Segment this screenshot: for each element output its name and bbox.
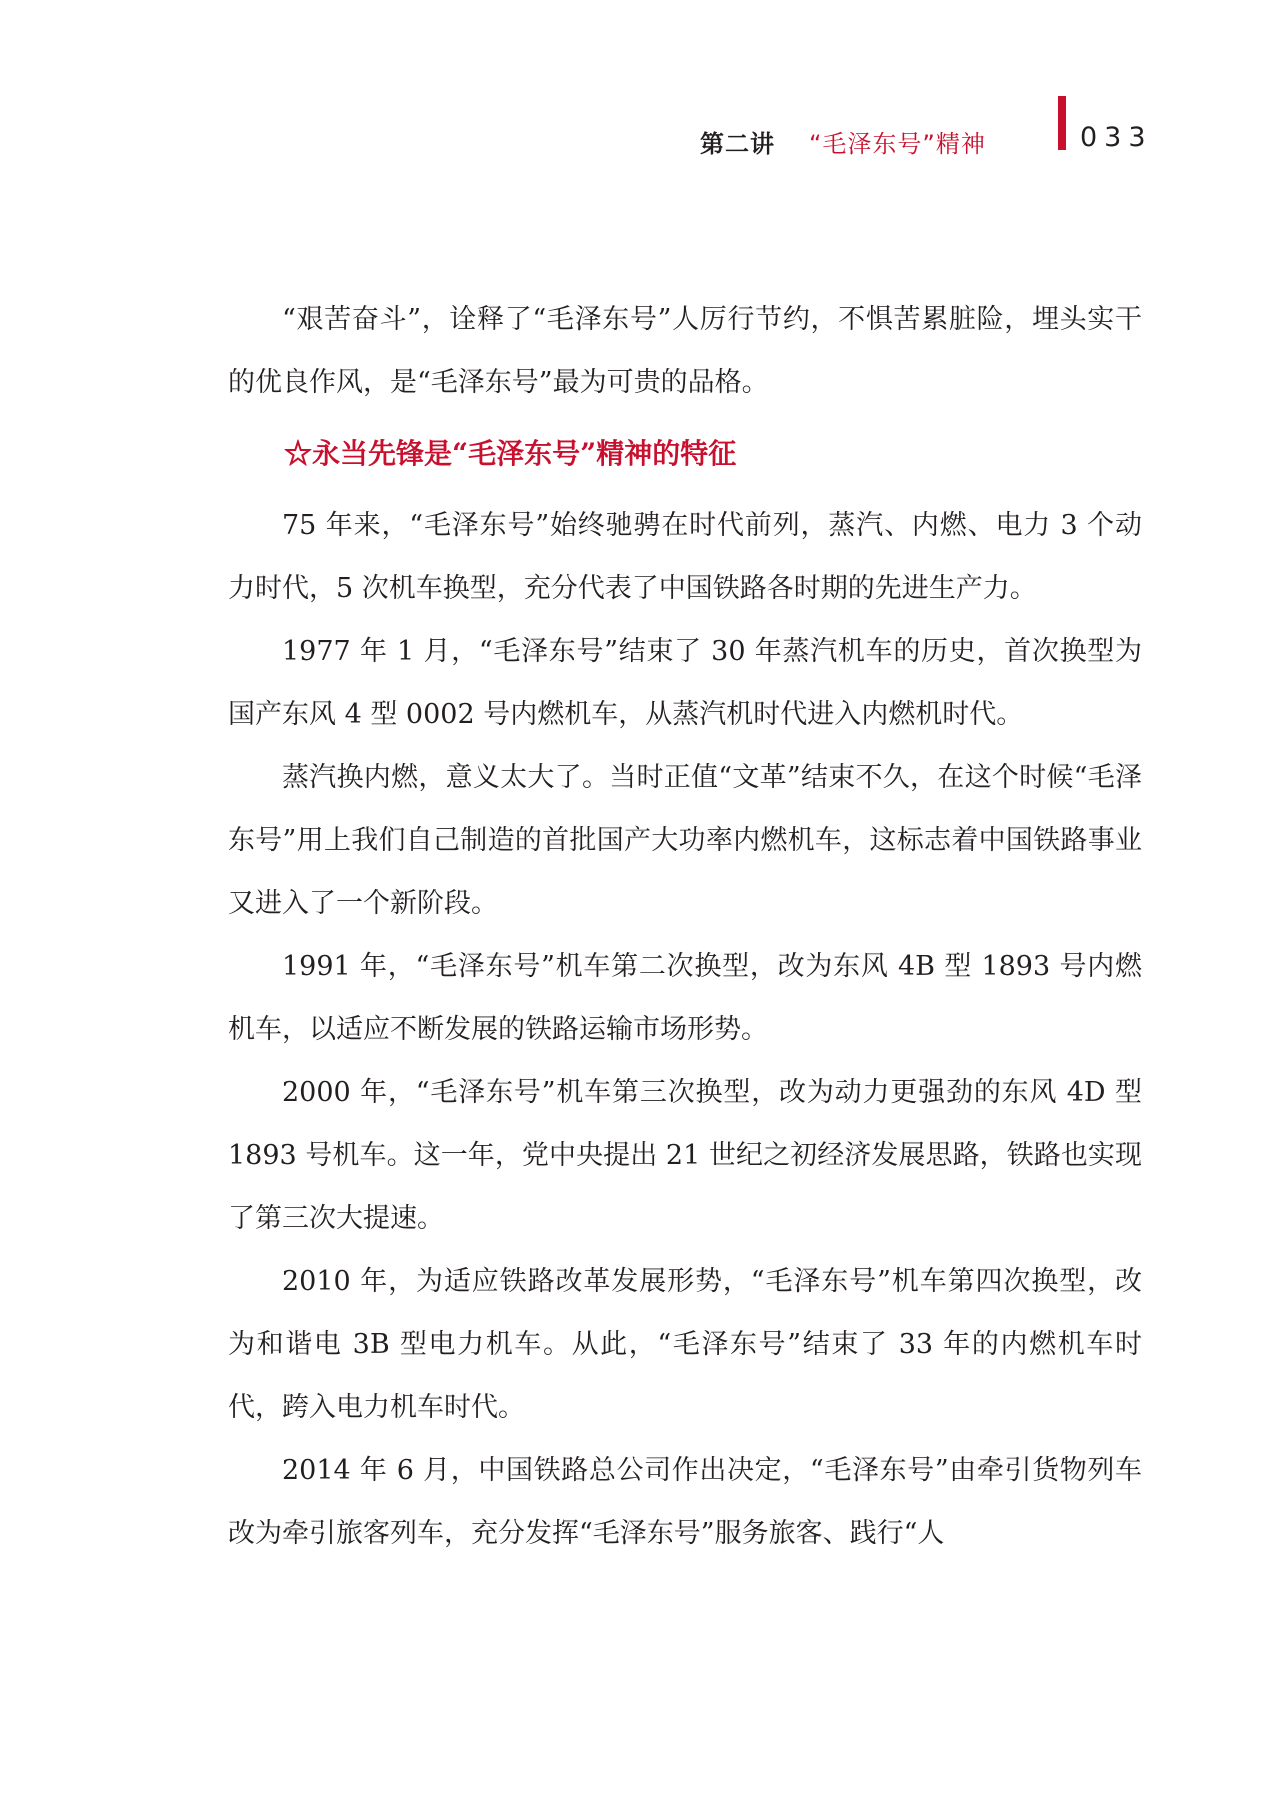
paragraph: 75 年来，“毛泽东号”始终驰骋在时代前列，蒸汽、内燃、电力 3 个动力时代，5 次机车换型，充分代表了中国铁路各时期的先进生产力。: [228, 510, 1142, 604]
paragraph: 2010 年，为适应铁路改革发展形势，“毛泽东号”机车第四次换型，改为和谐电 3B 型电力机车。从此，“毛泽东号”结束了 33 年的内燃机车时代，跨入电力机车时代。: [228, 1266, 1142, 1423]
page-body: [228, 288, 1142, 1565]
paragraph: 2000 年，“毛泽东号”机车第三次换型，改为动力更强劲的东风 4D 型 1893 号机车。这一年，党中央提出 21 世纪之初经济发展思路，铁路也实现了第三次大提速。: [228, 1077, 1142, 1234]
paragraph: 1991 年，“毛泽东号”机车第二次换型，改为东风 4B 型 1893 号内燃机车，以适应不断发展的铁路运输市场形势。: [228, 951, 1142, 1045]
running-header: [700, 118, 986, 164]
paragraph: “艰苦奋斗”，诠释了“毛泽东号”人厉行节约，不惧苦累脏险，埋头实干的优良作风，是“毛泽东号”最为可贵的品格。: [228, 304, 1142, 398]
paragraph: 1977 年 1 月，“毛泽东号”结束了 30 年蒸汽机车的历史，首次换型为国产东风 4 型 0002 号内燃机车，从蒸汽机时代进入内燃机时代。: [228, 636, 1142, 730]
page-number: 033: [1080, 122, 1153, 153]
chapter-title: “毛泽东号”精神: [809, 129, 986, 158]
chapter-label: 第二讲: [700, 129, 775, 158]
paragraph: 2014 年 6 月，中国铁路总公司作出决定，“毛泽东号”由牵引货物列车改为牵引旅客列车，充分发挥“毛泽东号”服务旅客、践行“人: [228, 1455, 1142, 1549]
paragraph: 蒸汽换内燃，意义太大了。当时正值“文革”结束不久，在这个时候“毛泽东号”用上我们自己制造的首批国产大功率内燃机车，这标志着中国铁路事业又进入了一个新阶段。: [228, 762, 1142, 919]
header-accent-rule: [1058, 96, 1066, 150]
section-heading: ☆永当先锋是“毛泽东号”精神的特征: [284, 437, 737, 470]
